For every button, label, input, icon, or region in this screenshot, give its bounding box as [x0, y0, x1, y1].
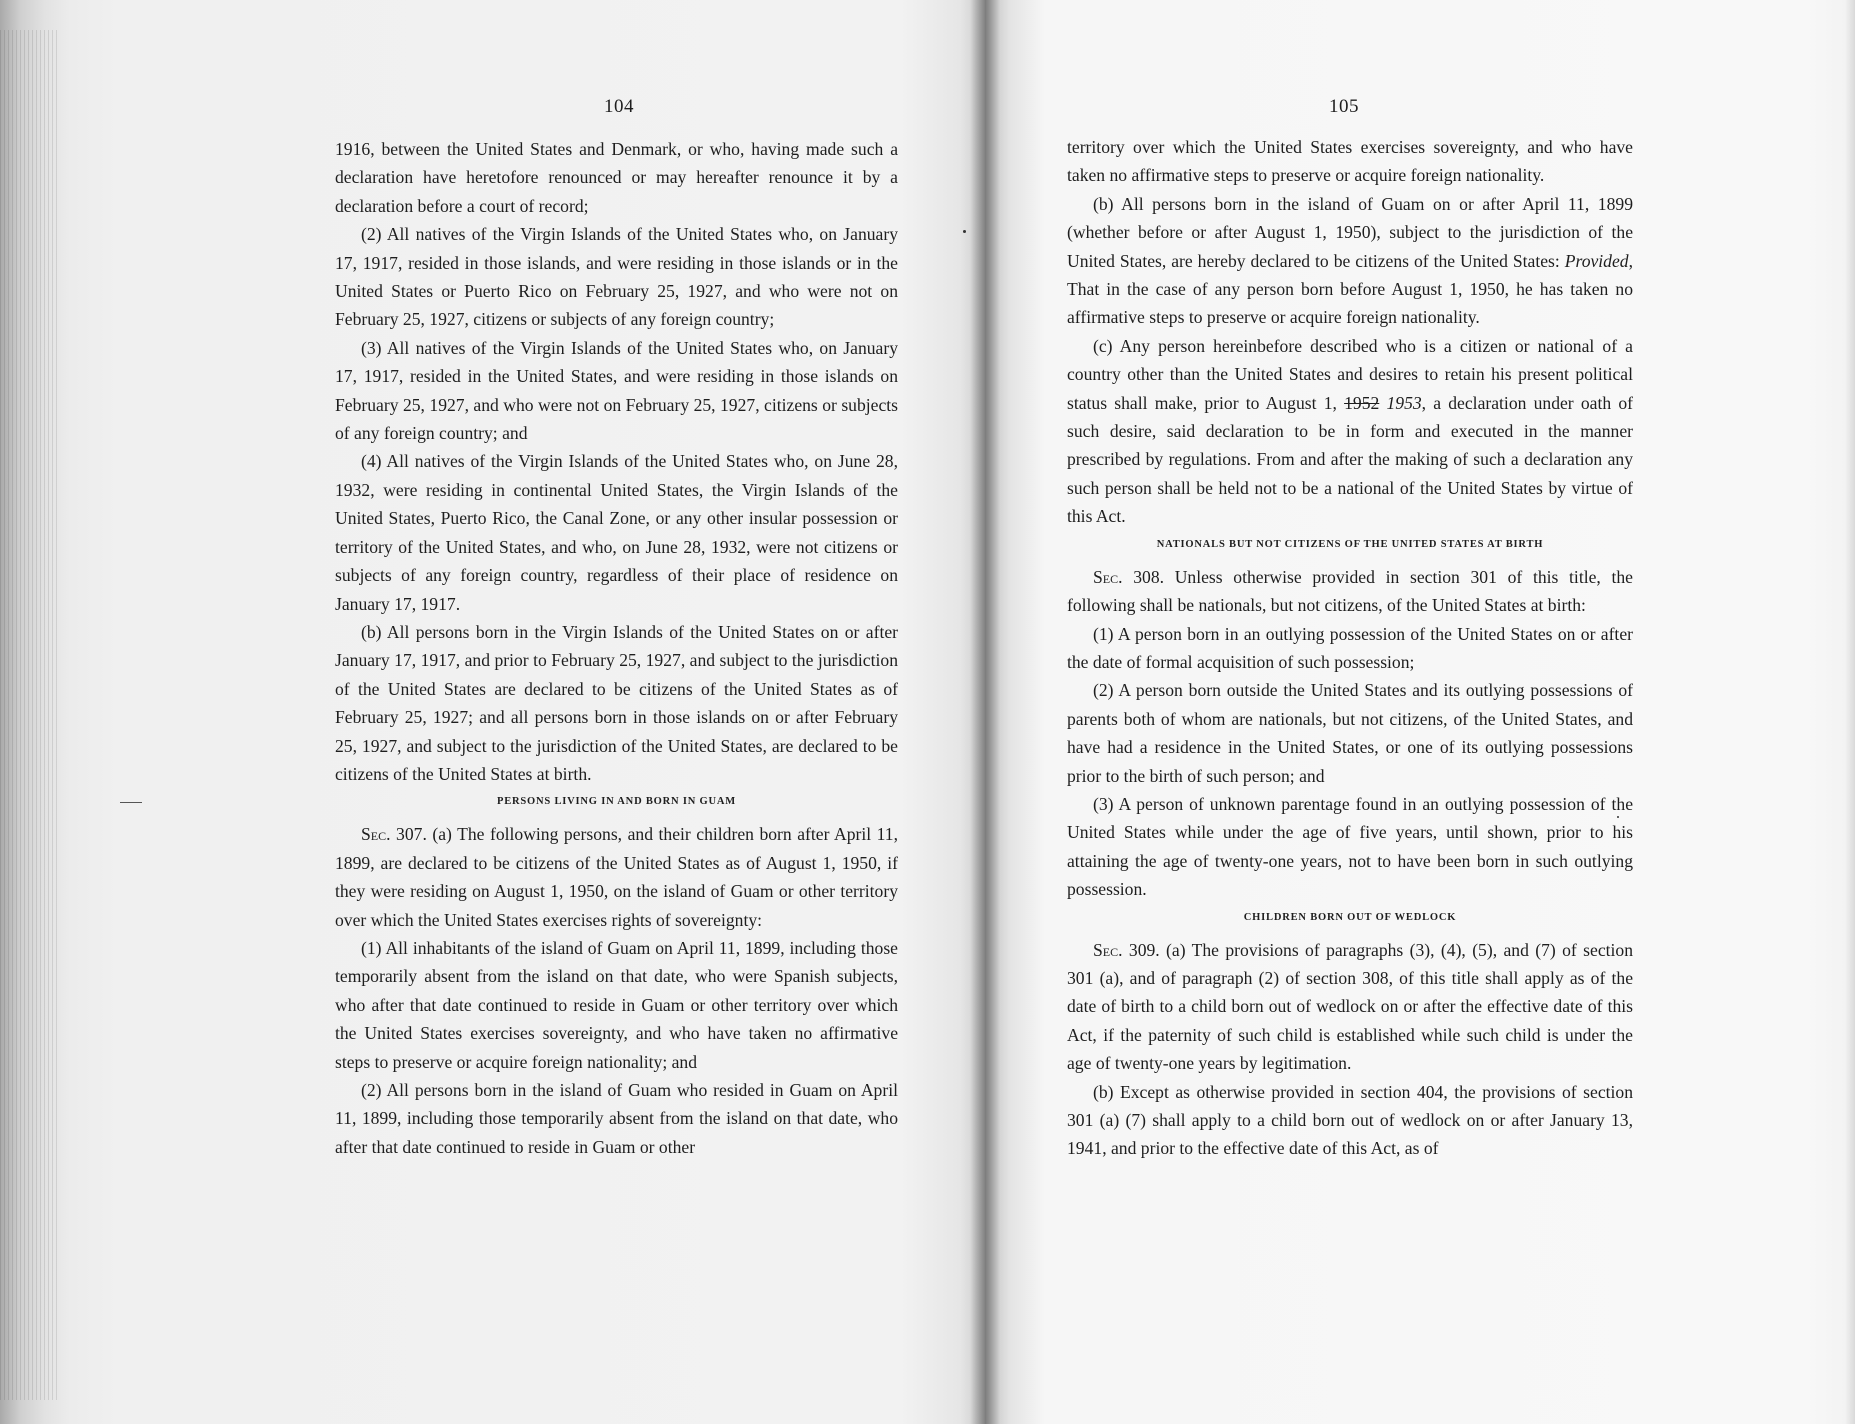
section-text: 308. Unless otherwise provided in section 301 of this title, the following shall be nationals, but not citizens, of the United States at birth:: [1067, 566, 1633, 616]
paragraph: (3) A person of unknown parentage found in an outlying possession of the United States while under the age of five years, until shown, prior to his attaining the age of twenty-one years, not to have been born in such outlying possession.: [1067, 793, 1633, 900]
paragraph: (2) A person born outside the United States and its outlying possessions of parents both of whom are nationals, but not citizens, of the United States, and have had a residence in the United States, or one of its outlying possessions prior to the birth of such person; and: [1067, 680, 1633, 786]
ink-speck: [963, 230, 966, 233]
struck-year: 1952: [1344, 392, 1380, 413]
paragraph: (3) All natives of the Virgin Islands of the United States who, on January 17, 1917, resided in the United States, and were residing in those islands on February 25, 1927, and who were not on February 25, 1927, citizens or subjects of any foreign country; and: [335, 337, 898, 444]
paragraph: (2) All natives of the Virgin Islands of the United States who, on January 17, 1917, resided in those islands, and were residing in those islands or in the United States or Puerto Rico on February 25, 1927, and who were not on February 25, 1927, citizens or subjects of any foreign country;: [335, 224, 898, 330]
paragraph: (4) All natives of the Virgin Islands of the United States who, on June 28, 1932, were residing in continental United States, the Virgin Islands of the United States, Puerto Rico, the Canal Zone, or any other insular possession or territory of the United States, and who, on June 28, 1932, were not citizens or subjects of any foreign country, regardless of their place of residence on January 17, 1917.: [335, 451, 898, 614]
paragraph: (c) Any person hereinbefore described who is a citizen or national of a country other than the United States and desires to retain his present political status shall make, prior to August 1, 1952 1953, a declaration under oath of such desire, said declaration to be in form and executed in the manner prescribed by regulations. From and after the making of such a declaration any such person shall be held not to be a national of the United States by virtue of this Act.: [1067, 335, 1633, 527]
section-heading: NATIONALS BUT NOT CITIZENS OF THE UNITED STATES AT BIRTH: [1156, 538, 1544, 550]
paragraph: (b) All persons born in the island of Guam on or after April 11, 1899 (whether before or after August 1, 1950), subject to the jurisdiction of the United States, are hereby declared to be citizens of the United States: Provided, That in the case of any person born before August 1, 1950, he has taken no affirmative steps to preserve or acquire foreign nationality.: [1067, 193, 1633, 328]
paragraph: [1067, 563, 1633, 620]
margin-mark: [120, 802, 142, 803]
section-heading: PERSONS LIVING IN AND BORN IN GUAM: [497, 796, 736, 808]
section-label: Sec.: [1093, 939, 1123, 960]
section-text: 307. (a) The following persons, and their children born after April 11, 1899, are declared to be citizens of the United States as of August 1, 1950, if they were residing on August 1, 1950, on the island of Guam or other territory over which the United States exercises rights of sovereignty:: [335, 824, 898, 930]
paragraph: (b) All persons born in the Virgin Islands of the United States on or after January 17, 1917, and prior to February 25, 1927, and subject to the jurisdiction of the United States are declared to be citizens of the United States as of February 25, 1927; and all persons born in those islands on or after February 25, 1927, and subject to the jurisdiction of the United States, are declared to be citizens of the United States at birth.: [335, 621, 898, 784]
paragraph: (2) All persons born in the island of Guam who resided in Guam on April 11, 1899, including those temporarily absent from the island on that date, who after that date continued to reside in Guam or other: [335, 1080, 898, 1157]
section-heading: CHILDREN BORN OUT OF WEDLOCK: [1243, 911, 1457, 923]
left-page-text: [335, 135, 898, 1161]
paragraph: 1916, between the United States and Denmark, or who, having made such a declaration have heretofore renounced or may hereafter renounce it by a declaration before a court of record;: [335, 139, 898, 216]
provided-term: Provided: [1564, 250, 1629, 271]
right-page-text: [1067, 133, 1633, 1163]
paragraph: [335, 820, 898, 934]
paragraph: (b) Except as otherwise provided in section 404, the provisions of section 301 (a) (7) shall apply to a child born out of wedlock on or after January 13, 1941, and prior to the effective date of this Act, as of: [1067, 1081, 1633, 1159]
book-gutter: [970, 0, 1000, 1424]
section-text: 309. (a) The provisions of paragraphs (3), (4), (5), and (7) of section 301 (a), and of paragraph (2) of section 308, of this title shall apply as of the date of birth to a child born out of wedlock on or after the effective date of this Act, if the paternity of such child is established while such child is under the age of twenty-one years by legitimation.: [1067, 939, 1633, 1074]
paragraph: [1067, 936, 1633, 1078]
inserted-year: 1953: [1386, 392, 1422, 413]
section-label: Sec.: [1093, 566, 1123, 587]
paragraph: (1) All inhabitants of the island of Guam on April 11, 1899, including those temporarily absent from the island on that date, who were Spanish subjects, who after that date continued to reside in Guam or other territory over which the United States exercises sovereignty, and who have taken no affirmative steps to preserve or acquire foreign nationality; and: [335, 937, 898, 1072]
section-label: Sec.: [361, 824, 391, 845]
page-number-left: 104: [604, 96, 634, 117]
page-number-right: 105: [1329, 96, 1359, 117]
paragraph: (1) A person born in an outlying possession of the United States on or after the date of formal acquisition of such possession;: [1067, 623, 1633, 672]
paragraph: territory over which the United States exercises sovereignty, and who have taken no affirmative steps to preserve or acquire foreign nationality.: [1067, 137, 1633, 186]
